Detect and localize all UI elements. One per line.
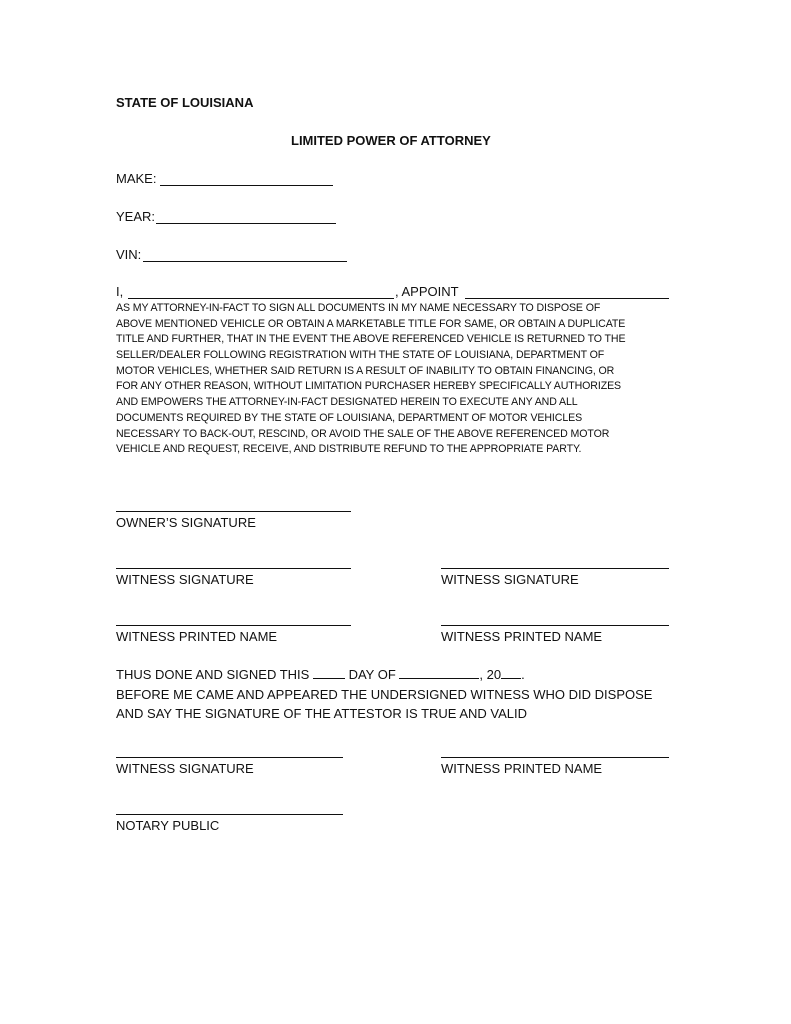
grantor-name-line[interactable] xyxy=(128,298,394,299)
vin-label: VIN: xyxy=(116,247,142,262)
paragraph-line: VEHICLE AND REQUEST, RECEIVE, AND DISTRIBUTE REFUND TO THE APPROPRIATE PARTY. xyxy=(116,443,582,456)
witness-printed-line-left[interactable] xyxy=(116,625,351,626)
appoint-label: , APPOINT xyxy=(395,284,459,299)
notary-witness-printed-line[interactable] xyxy=(441,757,669,758)
paragraph-line: TITLE AND FURTHER, THAT IN THE EVENT THE ABOVE REFERENCED VEHICLE IS RETURNED TO THE xyxy=(116,333,626,346)
paragraph-line: FOR ANY OTHER REASON, WITHOUT LIMITATION PURCHASER HEREBY SPECIFICALLY AUTHORIZES xyxy=(116,380,621,393)
document-title: LIMITED POWER OF ATTORNEY xyxy=(291,133,491,148)
attestation-line-1 xyxy=(116,665,652,685)
attestation-line-2: BEFORE ME CAME AND APPEARED THE UNDERSIGNED WITNESS WHO DID DISPOSE xyxy=(116,686,653,702)
year-label: YEAR: xyxy=(116,209,156,224)
month-field-line[interactable] xyxy=(399,666,479,679)
vin-field-line[interactable] xyxy=(143,261,347,262)
attestation-text: THUS DONE AND SIGNED THIS xyxy=(116,667,313,682)
owner-signature-line[interactable] xyxy=(116,511,351,512)
notary-witness-signature-line[interactable] xyxy=(116,757,343,758)
authorization-paragraph xyxy=(116,301,676,458)
paragraph-line: AS MY ATTORNEY-IN-FACT TO SIGN ALL DOCUMENTS IN MY NAME NECESSARY TO DISPOSE OF xyxy=(116,302,601,314)
owner-signature-label: OWNER’S SIGNATURE xyxy=(116,515,256,530)
appoint-prefix: I, xyxy=(116,284,124,299)
day-field-line[interactable] xyxy=(313,666,345,679)
notary-witness-signature-label: WITNESS SIGNATURE xyxy=(116,761,254,776)
paragraph-line: SELLER/DEALER FOLLOWING REGISTRATION WITH THE STATE OF LOUISIANA, DEPARTMENT OF xyxy=(116,349,605,362)
paragraph-line: MOTOR VEHICLES, WHETHER SAID RETURN IS A RESULT OF INABILITY TO OBTAIN FINANCING, OR xyxy=(116,364,615,377)
state-heading: STATE OF LOUISIANA xyxy=(116,95,254,110)
paragraph-line: AND EMPOWERS THE ATTORNEY-IN-FACT DESIGNATED HEREIN TO EXECUTE ANY AND ALL xyxy=(116,396,578,409)
witness-printed-label-right: WITNESS PRINTED NAME xyxy=(441,629,603,644)
attestation-line-3: AND SAY THE SIGNATURE OF THE ATTESTOR IS TRUE AND VALID xyxy=(116,706,528,721)
attestation-text: DAY OF xyxy=(344,667,400,682)
make-label: MAKE: xyxy=(116,171,157,186)
notary-witness-printed-label: WITNESS PRINTED NAME xyxy=(441,761,603,776)
year-field-line[interactable] xyxy=(156,223,336,224)
year-suffix-line[interactable] xyxy=(501,666,521,679)
witness-printed-label-left: WITNESS PRINTED NAME xyxy=(116,629,278,644)
notary-public-label: NOTARY PUBLIC xyxy=(116,818,220,833)
attorney-name-line[interactable] xyxy=(465,298,669,299)
attestation-paragraph xyxy=(116,665,652,724)
attestation-text: , 20 xyxy=(479,667,502,682)
attestation-text: . xyxy=(521,667,525,682)
witness-signature-label-left: WITNESS SIGNATURE xyxy=(116,572,254,587)
paragraph-line: NECESSARY TO BACK-OUT, RESCIND, OR AVOID THE SALE OF THE ABOVE REFERENCED MOTOR xyxy=(116,427,610,440)
paragraph-line: ABOVE MENTIONED VEHICLE OR OBTAIN A MARKETABLE TITLE FOR SAME, OR OBTAIN A DUPLICATE xyxy=(116,317,626,330)
witness-signature-line-left[interactable] xyxy=(116,568,351,569)
make-field-line[interactable] xyxy=(160,185,333,186)
notary-public-signature-line[interactable] xyxy=(116,814,343,815)
witness-printed-line-right[interactable] xyxy=(441,625,669,626)
witness-signature-line-right[interactable] xyxy=(441,568,669,569)
paragraph-line: DOCUMENTS REQUIRED BY THE STATE OF LOUISIANA, DEPARTMENT OF MOTOR VEHICLES xyxy=(116,411,583,424)
witness-signature-label-right: WITNESS SIGNATURE xyxy=(441,572,579,587)
